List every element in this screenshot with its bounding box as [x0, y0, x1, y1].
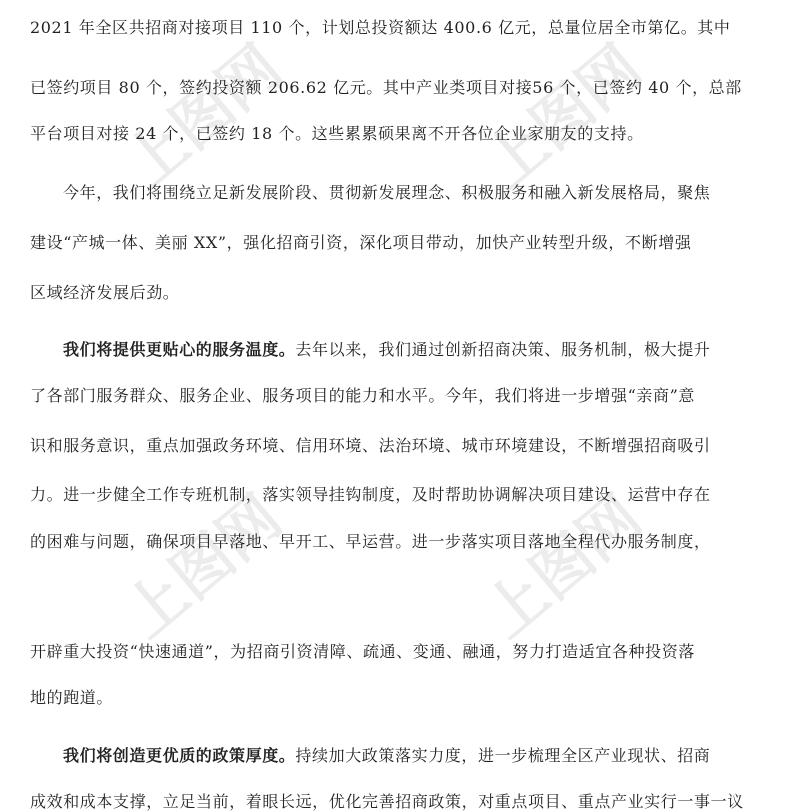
watermark-2: 上图网 — [471, 32, 655, 202]
paragraph-3-line-1 — [63, 340, 710, 360]
watermark-3: 上图网 — [111, 482, 295, 652]
paragraph-4-line-2: 地的跑道。 — [30, 688, 114, 707]
paragraph-1-line-2: 已签约项目 80 个，签约投资额 206.62 亿元。其中产业类项目对接56 个，已签约 40 个，总部 — [30, 78, 742, 97]
paragraph-3-line-2: 了各部门服务群众、服务企业、服务项目的能力和水平。今年，我们将进一步增强“亲商”意 — [30, 386, 695, 405]
paragraph-4-line-1: 开辟重大投资“快速通道”，为招商引资清障、疏通、变通、融通，努力打造适宜各种投资落 — [30, 642, 695, 661]
paragraph-3-line-5: 的困难与问题，确保项目早落地、早开工、早运营。进一步落实项目落地全程代办服务制度， — [30, 532, 711, 551]
paragraph-2-line-2: 建设“产城一体、美丽 XX”，强化招商引资，深化项目带动，加快产业转型升级，不断增强 — [30, 233, 692, 252]
watermark-4: 上图网 — [471, 482, 655, 652]
paragraph-3-line-1-text: 去年以来，我们通过创新招商决策、服务机制，极大提升 — [295, 340, 711, 359]
paragraph-1-line-1: 2021 年全区共招商对接项目 110 个，计划总投资额达 400.6 亿元，总量位居全市第亿。其中 — [30, 18, 731, 37]
watermark-1: 上图网 — [111, 32, 295, 202]
paragraph-2-line-3: 区域经济发展后劲。 — [30, 283, 180, 302]
paragraph-5-line-2: 成效和成本支撑，立足当前，着眼长远，优化完善招商政策，对重点项目、重点产业实行一事一议 — [30, 792, 744, 811]
paragraph-5-lead: 我们将创造更优质的政策厚度。 — [63, 746, 296, 765]
paragraph-3-line-4: 力。进一步健全工作专班机制，落实领导挂钩制度，及时帮助协调解决项目建设、运营中存在 — [30, 485, 711, 504]
paragraph-1-line-3: 平台项目对接 24 个，已签约 18 个。这些累累硕果离不开各位企业家朋友的支持。 — [30, 124, 644, 143]
paragraph-2-line-1: 今年，我们将围绕立足新发展阶段、贯彻新发展理念、积极服务和融入新发展格局，聚焦 — [63, 183, 711, 202]
paragraph-3-lead: 我们将提供更贴心的服务温度。 — [63, 340, 296, 359]
paragraph-5-line-1-text: 持续加大政策落实力度，进一步梳理全区产业现状、招商 — [295, 746, 711, 765]
paragraph-3-line-3: 识和服务意识，重点加强政务环境、信用环境、法治环境、城市环境建设，不断增强招商吸引 — [30, 436, 711, 455]
paragraph-5-line-1 — [63, 746, 710, 766]
